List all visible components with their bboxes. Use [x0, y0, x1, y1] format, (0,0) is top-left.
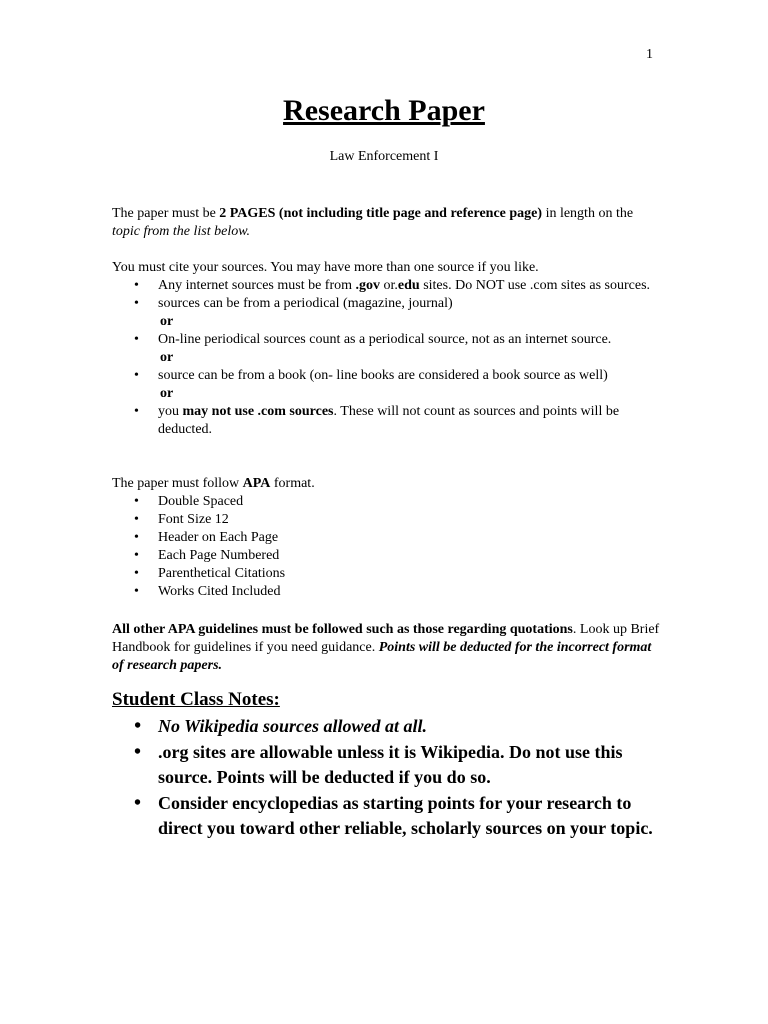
intro-paragraph: [112, 205, 662, 241]
or-separator: or: [160, 386, 174, 401]
apa-text-1: The paper must follow: [112, 476, 243, 491]
sources-intro: You must cite your sources. You may have more than one source if you like.: [112, 260, 539, 275]
list-item: • Consider encyclopedias as starting points for your research to direct you toward other reliable, scholarly sources on your topic.: [112, 791, 672, 841]
list-item: • No Wikipedia sources allowed at all.: [112, 714, 672, 739]
list-item: • Double Spaced: [112, 493, 662, 511]
source-item-text: or.: [380, 278, 398, 293]
com-warning-bold: may not use .com sources: [182, 404, 334, 419]
gov-bold: .gov: [355, 278, 381, 293]
apa-paragraph: [112, 475, 662, 493]
list-item: • On-line periodical sources count as a periodical source, not as an internet source.: [112, 331, 662, 349]
subtitle: Law Enforcement I: [329, 149, 439, 164]
source-item-text: . These will not count as sources and points will be deducted.: [158, 404, 620, 437]
list-item: • Works Cited Included: [112, 583, 662, 601]
or-separator: or: [160, 314, 174, 329]
page-title: Research Paper: [283, 94, 485, 127]
apa-list: [112, 493, 662, 601]
notes-heading: Student Class Notes:: [112, 689, 280, 710]
apa-bold: APA: [242, 476, 271, 491]
list-item: • sources can be from a periodical (magazine, journal): [112, 295, 662, 313]
list-item: • .org sites are allowable unless it is Wikipedia. Do not use this source. Points will be deducted if you do so.: [112, 740, 672, 790]
guidelines-warning: Points will be deducted for the incorrect format of research papers.: [112, 640, 652, 673]
apa-text-2: format.: [270, 476, 315, 491]
list-item: [112, 403, 662, 439]
notes-list: [112, 714, 672, 842]
source-item-text: Any internet sources must be from: [158, 278, 356, 293]
list-item: • Each Page Numbered: [112, 547, 662, 565]
or-separator: or: [160, 350, 174, 365]
intro-topic-italic: topic from the list below.: [112, 224, 251, 239]
intro-pages-bold: 2 PAGES (not including title page and reference page): [219, 206, 543, 221]
list-item: • Parenthetical Citations: [112, 565, 662, 583]
edu-bold: edu: [397, 278, 420, 293]
intro-text-1: The paper must be: [112, 206, 220, 221]
intro-text-2: in length on the: [542, 206, 634, 221]
guidelines-paragraph: [112, 621, 662, 675]
page-number: 1: [646, 47, 653, 62]
list-item: • source can be from a book (on- line books are considered a book source as well): [112, 367, 662, 385]
sources-list: [112, 277, 662, 439]
guidelines-text: . Look up Brief Handbook for guidelines if you need guidance.: [112, 622, 660, 655]
guidelines-bold: All other APA guidelines must be followed such as those regarding quotations: [112, 622, 573, 637]
list-item: [112, 277, 662, 295]
source-item-text: sites. Do NOT use .com sites as sources.: [419, 278, 651, 293]
list-item: • Header on Each Page: [112, 529, 662, 547]
source-item-text: you: [158, 404, 183, 419]
list-item: • Font Size 12: [112, 511, 662, 529]
